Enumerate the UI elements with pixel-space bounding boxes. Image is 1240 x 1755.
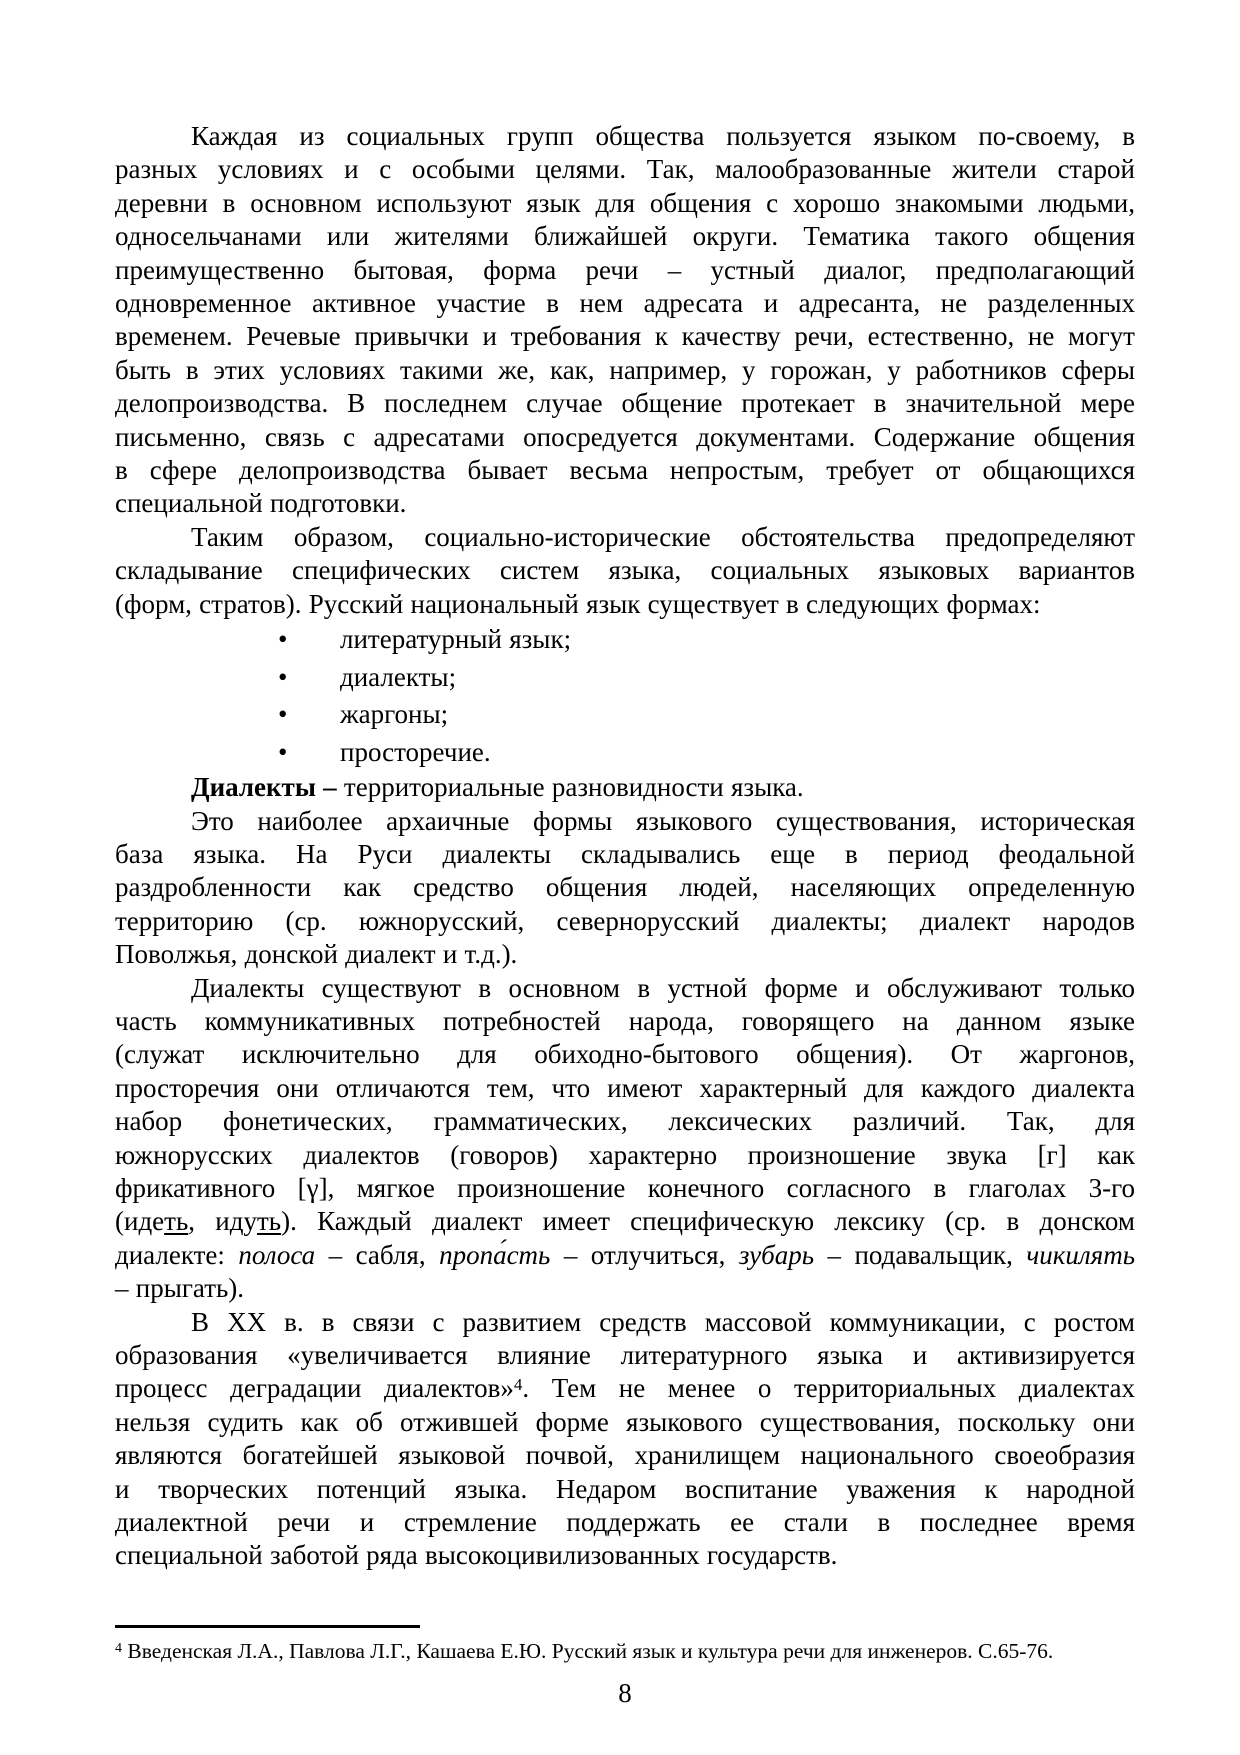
bullet-icon: • — [278, 699, 288, 730]
text-line: в сфере делопроизводства бывает весьма непростым, требует от общающихся — [115, 455, 1135, 486]
dialect-word: чикилять — [1026, 1239, 1135, 1270]
bullet-icon: • — [278, 736, 288, 767]
bullet-item — [115, 621, 1135, 659]
bullet-label: просторечие. — [340, 736, 491, 767]
text-line: территорию (ср. южнорусский, севернорусский диалекты; диалект народов — [115, 905, 1135, 936]
text-line: (служат исключительно для обиходно-бытового общения). От жаргонов, — [115, 1039, 1135, 1070]
footnote-separator — [115, 1625, 420, 1628]
text-line: специальной заботой ряда высокоцивилизованных государств. — [115, 1540, 838, 1571]
text-line: набор фонетических, грамматических, лексических различий. Так, для — [115, 1106, 1135, 1137]
text-line: одновременное активное участие в нем адресата и адресанта, не разделенных — [115, 288, 1135, 319]
text-line: диалектной речи и стремление поддержать ее стали в последнее время — [115, 1507, 1135, 1538]
text-line: являются богатейшей языковой почвой, хранилищем национального своеобразия — [115, 1440, 1135, 1471]
dialect-word: полоса — [238, 1239, 316, 1270]
bullet-item — [115, 659, 1135, 697]
bullet-list — [115, 621, 1135, 771]
text-line: южнорусских диалектов (говоров) характерно произношение звука [г] как — [115, 1139, 1135, 1170]
text-line: временем. Речевые привычки и требования к качеству речи, естественно, не могут — [115, 321, 1135, 352]
definition-paragraph — [115, 771, 1135, 804]
paragraph-1 — [115, 120, 1135, 521]
page-number: 8 — [618, 1678, 632, 1708]
text-line: деревни в основном используют язык для общения с хорошо знакомыми людьми, — [115, 187, 1135, 218]
text-line: складывание специфических систем языка, социальных языковых вариантов — [115, 555, 1135, 586]
paragraph-3 — [115, 805, 1135, 972]
text-line: нельзя судить как об отжившей форме языкового существования, поскольку они — [115, 1406, 1135, 1437]
bullet-label: диалекты; — [340, 661, 457, 692]
text-line: односельчанами или жителями ближайшей округи. Тематика такого общения — [115, 221, 1135, 252]
text-block — [115, 120, 1135, 1573]
bullet-label: жаргоны; — [340, 699, 449, 730]
text-line: база языка. На Руси диалекты складывались еще в период феодальной — [115, 838, 1135, 869]
text-line: и творческих потенций языка. Недаром воспитание уважения к народной — [115, 1473, 1135, 1504]
footnote-number: 4 — [115, 1641, 122, 1656]
text-line: раздробленности как средство общения людей, населяющих определенную — [115, 872, 1135, 903]
text-line: быть в этих условиях такими же, как, например, у горожан, у работников сферы — [115, 354, 1135, 385]
text-line: образования «увеличивается влияние литературного языка и активизируется — [115, 1340, 1135, 1370]
text-line: Таким образом, социально-исторические обстоятельства предопределяют — [191, 521, 1135, 552]
text-line: делопроизводства. В последнем случае общение протекает в значительной мере — [115, 388, 1135, 419]
text-line: разных условиях и с особыми целями. Так, малообразованные жители старой — [115, 154, 1135, 185]
text-line: Диалекты существуют в основном в устной форме и обслуживают только — [191, 972, 1135, 1003]
text-line: Это наиболее архаичные формы языкового существования, историческая — [191, 805, 1135, 836]
bullet-item — [115, 696, 1135, 734]
text-line: Поволжья, донской диалект и т.д.). — [115, 939, 518, 970]
bullet-icon: • — [278, 661, 288, 692]
text-line: В XX в. в связи с развитием средств массовой коммуникации, с ростом — [191, 1306, 1135, 1337]
dialect-word: зубарь — [738, 1239, 815, 1270]
footnote — [115, 1638, 1135, 1664]
text-line: Каждая из социальных групп общества пользуется языком по-своему, в — [191, 121, 1135, 151]
text-line: (идеть, идуть). Каждый диалект имеет специфическую лексику (ср. в донском — [115, 1206, 1136, 1237]
underlined-ending: ть — [256, 1206, 282, 1237]
bullet-item — [115, 734, 1135, 772]
text-line — [115, 771, 1135, 804]
definition-text: территориальные разновидности языка. — [336, 772, 804, 803]
definition-term: Диалекты – — [191, 772, 337, 803]
paragraph-2 — [115, 521, 1135, 621]
text-line: часть коммуникативных потребностей народа, говорящего на данном языке — [115, 1005, 1135, 1036]
text-line: диалекте: полоса – сабля, пропа́сть – отлучиться, зубарь – подавальщик, чикилять — [115, 1239, 1135, 1270]
paragraph-5 — [115, 1306, 1135, 1573]
text-line: просторечия они отличаются тем, что имеют характерный для каждого диалекта — [115, 1072, 1135, 1103]
underlined-ending: ть — [164, 1206, 189, 1237]
bullet-label: литературный язык; — [340, 624, 572, 655]
text-line: специальной подготовки. — [115, 488, 407, 519]
footnote-text: Введенская Л.А., Павлова Л.Г., Кашаева Е.Ю. Русский язык и культура речи для инженеров. С.65-76. — [122, 1639, 1054, 1663]
text-line: процесс деградации диалектов»$^4$. Тем не менее о территориальных диалектах — [115, 1373, 1135, 1404]
footnote-reference: 4 — [513, 1375, 523, 1395]
footnote-area — [115, 1625, 1135, 1664]
bullet-icon: • — [278, 624, 288, 655]
text-line: – прыгать). — [115, 1273, 245, 1304]
dialect-word: пропа́сть — [439, 1239, 551, 1270]
paragraph-4 — [115, 972, 1135, 1306]
text-line: преимущественно бытовая, форма речи – устный диалог, предполагающий — [115, 254, 1135, 285]
text-line: фрикативного [γ], мягкое произношение конечного согласного в глаголах 3-го — [115, 1172, 1135, 1203]
text-line: (форм, стратов). Русский национальный язык существует в следующих формах: — [115, 588, 1041, 619]
text-line: письменно, связь с адресатами опосредуется документами. Содержание общения — [115, 421, 1135, 452]
